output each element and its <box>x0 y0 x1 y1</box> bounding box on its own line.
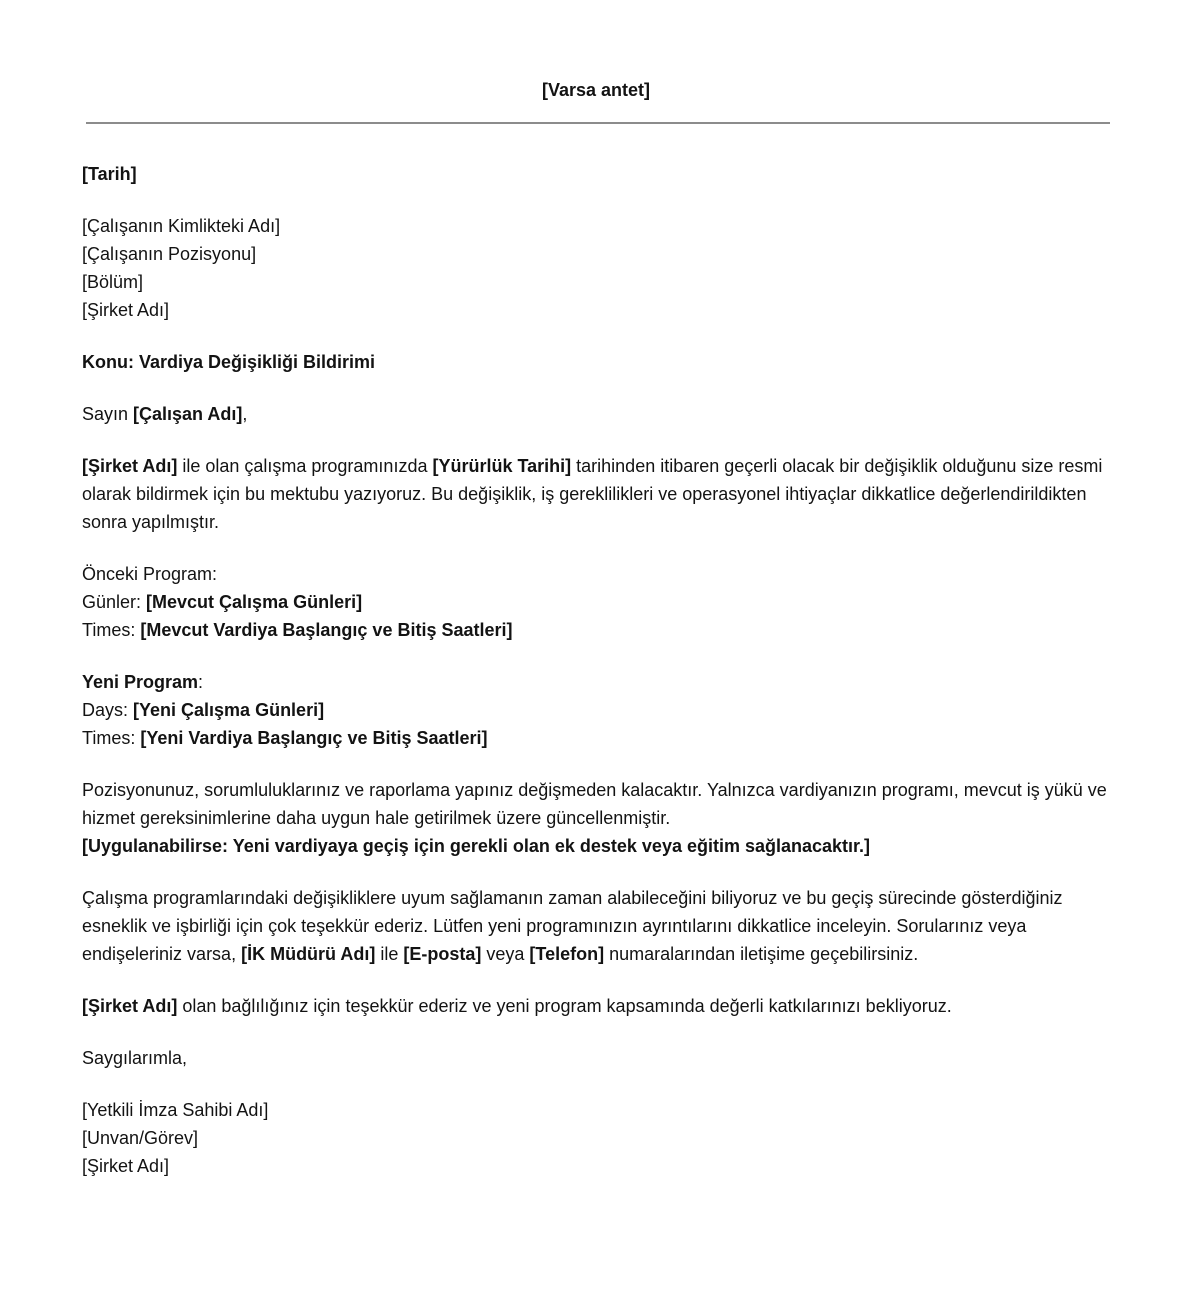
recipient-name: [Çalışanın Kimlikteki Adı] <box>82 216 281 236</box>
thanks-paragraph: [Şirket Adı] olan bağlılığınız için teşekkür ederiz ve yeni program kapsamında değerli katkılarınızı bekliyoruz. <box>82 996 952 1016</box>
recipient-block <box>82 212 1110 324</box>
position-unchanged-paragraph: Pozisyonunuz, sorumluluklarınız ve raporlama yapınız değişmeden kalacaktır. Yalnızca vardiyanızın programı, mevcut iş yükü ve hizmet gereksinimlerine daha uygun hale getirilmek üzere güncellenmiştir. [Uygulanabilirse: Yeni vardiyaya geçiş için gerekli olan ek destek veya eğitim sağlanacaktır.] <box>82 780 1107 856</box>
flexibility-contact-paragraph: Çalışma programlarındaki değişikliklere uyum sağlamanın zaman alabileceğini biliyoruz ve bu geçiş sürecinde gösterdiğiniz esneklik ve işbirliği için çok teşekkür ederiz. Lütfen yeni programınızın ayrıntılarını dikkatlice inceleyin. Sorularınız veya endişeleriniz varsa, [İK Müdürü Adı] ile [E-posta] veya [Telefon] numaralarından iletişime geçebilirsiniz. <box>82 888 1063 964</box>
salutation: Sayın [Çalışan Adı], <box>82 404 248 424</box>
previous-schedule-heading: Önceki Program: <box>82 564 218 584</box>
recipient-company: [Şirket Adı] <box>82 300 170 320</box>
signature-block <box>82 1096 1110 1180</box>
closing-line: Saygılarımla, <box>82 1048 188 1068</box>
new-schedule-times: Times: [Yeni Vardiya Başlangıç ve Bitiş Saatleri] <box>82 728 488 748</box>
subject-line: Konu: Vardiya Değişikliği Bildirimi <box>82 352 376 372</box>
recipient-department: [Bölüm] <box>82 272 144 292</box>
signature-company: [Şirket Adı] <box>82 1156 170 1176</box>
intro-paragraph: [Şirket Adı] ile olan çalışma programınızda [Yürürlük Tarihi] tarihinden itibaren geçerli olacak bir değişiklik olduğunu size resmi olarak bildirmek için bu mektubu yazıyoruz. Bu değişiklik, iş gereklilikleri ve operasyonel ihtiyaçlar dikkatlice değerlendirildikten sonra yapılmıştır. <box>82 456 1103 532</box>
new-schedule-block <box>82 668 1110 752</box>
signature-name: [Yetkili İmza Sahibi Adı] <box>82 1100 269 1120</box>
new-schedule-days: Days: [Yeni Çalışma Günleri] <box>82 700 325 720</box>
previous-schedule-days: Günler: [Mevcut Çalışma Günleri] <box>82 592 363 612</box>
new-schedule-heading: Yeni Program: <box>82 672 204 692</box>
previous-schedule-block <box>82 560 1110 644</box>
date-line: [Tarih] <box>82 164 137 184</box>
letterhead-divider <box>86 122 1110 124</box>
letterhead-placeholder: [Varsa antet] <box>541 80 651 100</box>
previous-schedule-times: Times: [Mevcut Vardiya Başlangıç ve Bitiş Saatleri] <box>82 620 513 640</box>
signature-title: [Unvan/Görev] <box>82 1128 199 1148</box>
recipient-position: [Çalışanın Pozisyonu] <box>82 244 257 264</box>
